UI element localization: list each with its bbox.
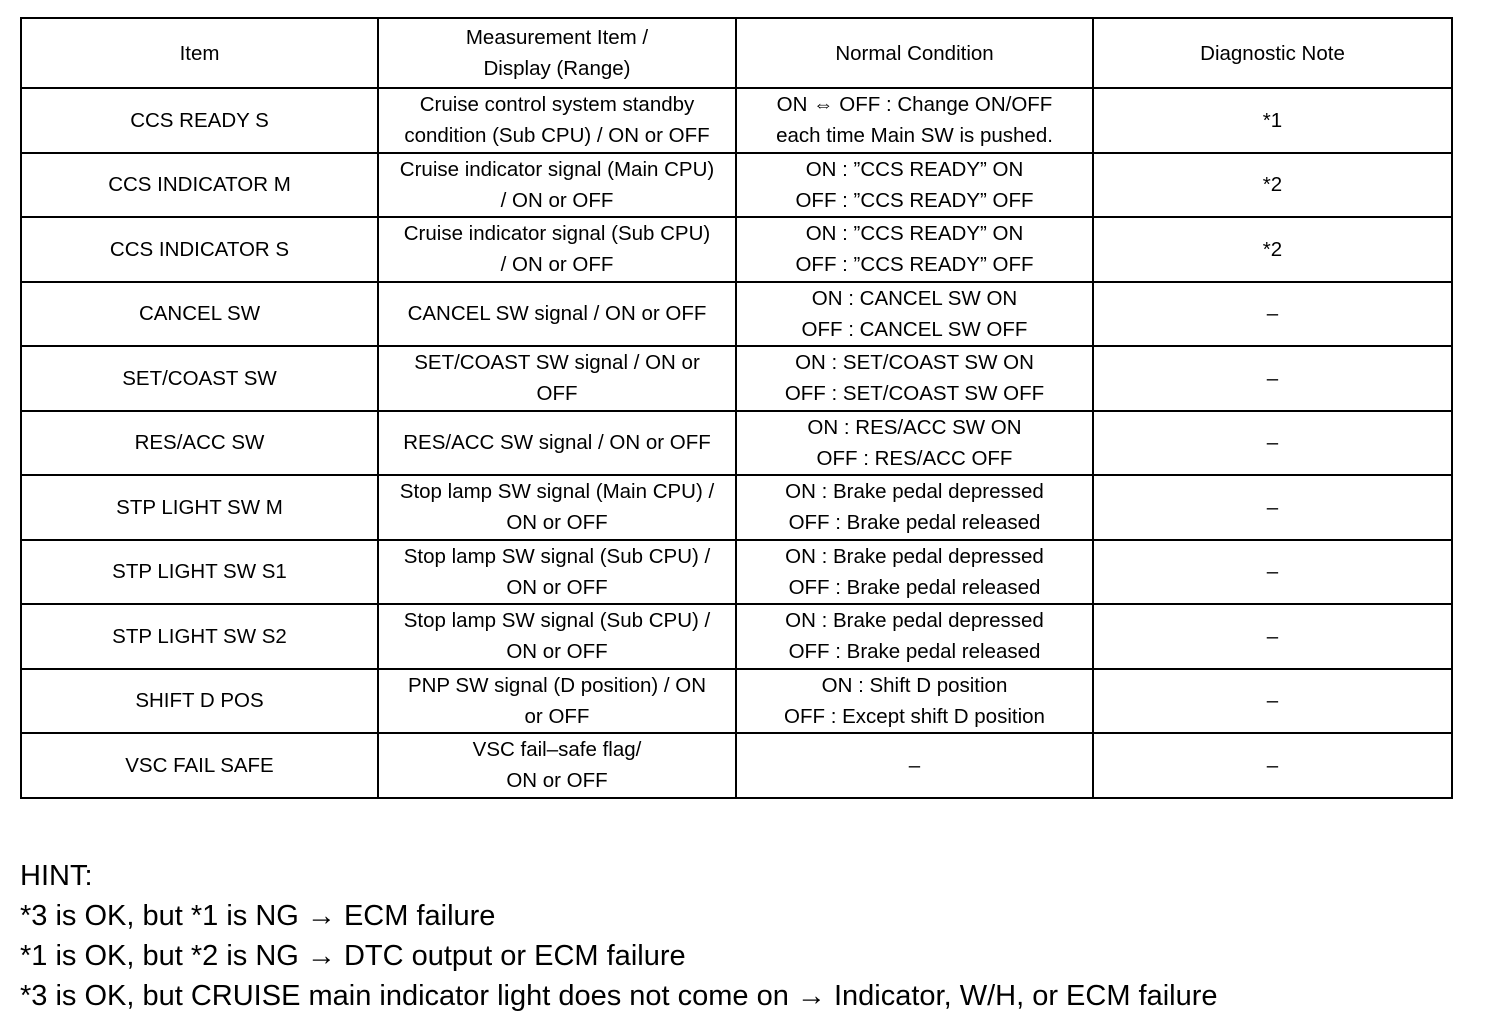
cell-diagnostic-note: – — [1093, 282, 1452, 347]
cell-normal-condition: ON : Brake pedal depressed OFF : Brake pedal released — [736, 475, 1093, 540]
hint-line: *1 is OK, but *2 is NG → DTC output or ECM failure — [20, 940, 686, 972]
cell-diagnostic-note: – — [1093, 604, 1452, 669]
cell-normal-condition: ON : CANCEL SW ON OFF : CANCEL SW OFF — [736, 282, 1093, 347]
header-item: Item — [21, 18, 378, 88]
table-header-row — [21, 18, 1452, 88]
cell-normal-condition: – — [736, 733, 1093, 798]
cell-item: STP LIGHT SW M — [21, 475, 378, 540]
cell-measurement: Stop lamp SW signal (Sub CPU) / ON or OFF — [378, 540, 736, 605]
cell-diagnostic-note: – — [1093, 346, 1452, 411]
hint-line: *3 is OK, but CRUISE main indicator light does not come on → Indicator, W/H, or ECM failure — [20, 980, 1218, 1012]
cell-diagnostic-note: *1 — [1093, 88, 1452, 153]
cell-normal-condition: ON : RES/ACC SW ON OFF : RES/ACC OFF — [736, 411, 1093, 476]
table-row — [21, 540, 1452, 605]
cell-measurement: Cruise indicator signal (Sub CPU) / ON or OFF — [378, 217, 736, 282]
cell-measurement: SET/COAST SW signal / ON or OFF — [378, 346, 736, 411]
cell-normal-condition: ON : SET/COAST SW ON OFF : SET/COAST SW OFF — [736, 346, 1093, 411]
cell-normal-condition: ON : ”CCS READY” ON OFF : ”CCS READY” OFF — [736, 153, 1093, 218]
cell-diagnostic-note: – — [1093, 669, 1452, 734]
cell-item: CCS INDICATOR M — [21, 153, 378, 218]
table-row — [21, 282, 1452, 347]
table-row — [21, 217, 1452, 282]
cell-item: STP LIGHT SW S2 — [21, 604, 378, 669]
cell-normal-condition: ON : Shift D position OFF : Except shift D position — [736, 669, 1093, 734]
cell-item: SET/COAST SW — [21, 346, 378, 411]
hint-title: HINT: — [20, 860, 93, 892]
cell-item: SHIFT D POS — [21, 669, 378, 734]
cell-diagnostic-note: – — [1093, 411, 1452, 476]
cell-diagnostic-note: – — [1093, 540, 1452, 605]
header-measurement-item: Measurement Item / Display (Range) — [378, 18, 736, 88]
table-row — [21, 411, 1452, 476]
cell-measurement: CANCEL SW signal / ON or OFF — [378, 282, 736, 347]
hint-section — [20, 856, 1480, 1016]
cell-measurement: VSC fail–safe flag/ ON or OFF — [378, 733, 736, 798]
cell-normal-condition: ON : ”CCS READY” ON OFF : ”CCS READY” OFF — [736, 217, 1093, 282]
header-normal-condition: Normal Condition — [736, 18, 1093, 88]
cell-normal-condition: ON ⇔ OFF : Change ON/OFF each time Main SW is pushed. — [736, 88, 1093, 153]
table-row — [21, 88, 1452, 153]
table-row — [21, 733, 1452, 798]
table-row — [21, 604, 1452, 669]
cell-diagnostic-note: *2 — [1093, 153, 1452, 218]
cell-normal-condition: ON : Brake pedal depressed OFF : Brake pedal released — [736, 540, 1093, 605]
cell-diagnostic-note: – — [1093, 475, 1452, 540]
hint-line: *3 is OK, but *1 is NG → ECM failure — [20, 900, 496, 932]
cell-diagnostic-note: *2 — [1093, 217, 1452, 282]
diagnostic-data-table — [20, 17, 1453, 799]
cell-item: VSC FAIL SAFE — [21, 733, 378, 798]
cell-measurement: Cruise indicator signal (Main CPU) / ON or OFF — [378, 153, 736, 218]
cell-measurement: Stop lamp SW signal (Sub CPU) / ON or OFF — [378, 604, 736, 669]
cell-item: RES/ACC SW — [21, 411, 378, 476]
cell-normal-condition: ON : Brake pedal depressed OFF : Brake pedal released — [736, 604, 1093, 669]
cell-item: CCS READY S — [21, 88, 378, 153]
table-row — [21, 475, 1452, 540]
cell-measurement: Stop lamp SW signal (Main CPU) / ON or OFF — [378, 475, 736, 540]
cell-measurement: RES/ACC SW signal / ON or OFF — [378, 411, 736, 476]
header-diagnostic-note: Diagnostic Note — [1093, 18, 1452, 88]
cell-measurement: Cruise control system standby condition (Sub CPU) / ON or OFF — [378, 88, 736, 153]
table-row — [21, 153, 1452, 218]
cell-diagnostic-note: – — [1093, 733, 1452, 798]
table-row — [21, 346, 1452, 411]
cell-item: STP LIGHT SW S1 — [21, 540, 378, 605]
cell-item: CANCEL SW — [21, 282, 378, 347]
table-row — [21, 669, 1452, 734]
cell-item: CCS INDICATOR S — [21, 217, 378, 282]
cell-measurement: PNP SW signal (D position) / ON or OFF — [378, 669, 736, 734]
